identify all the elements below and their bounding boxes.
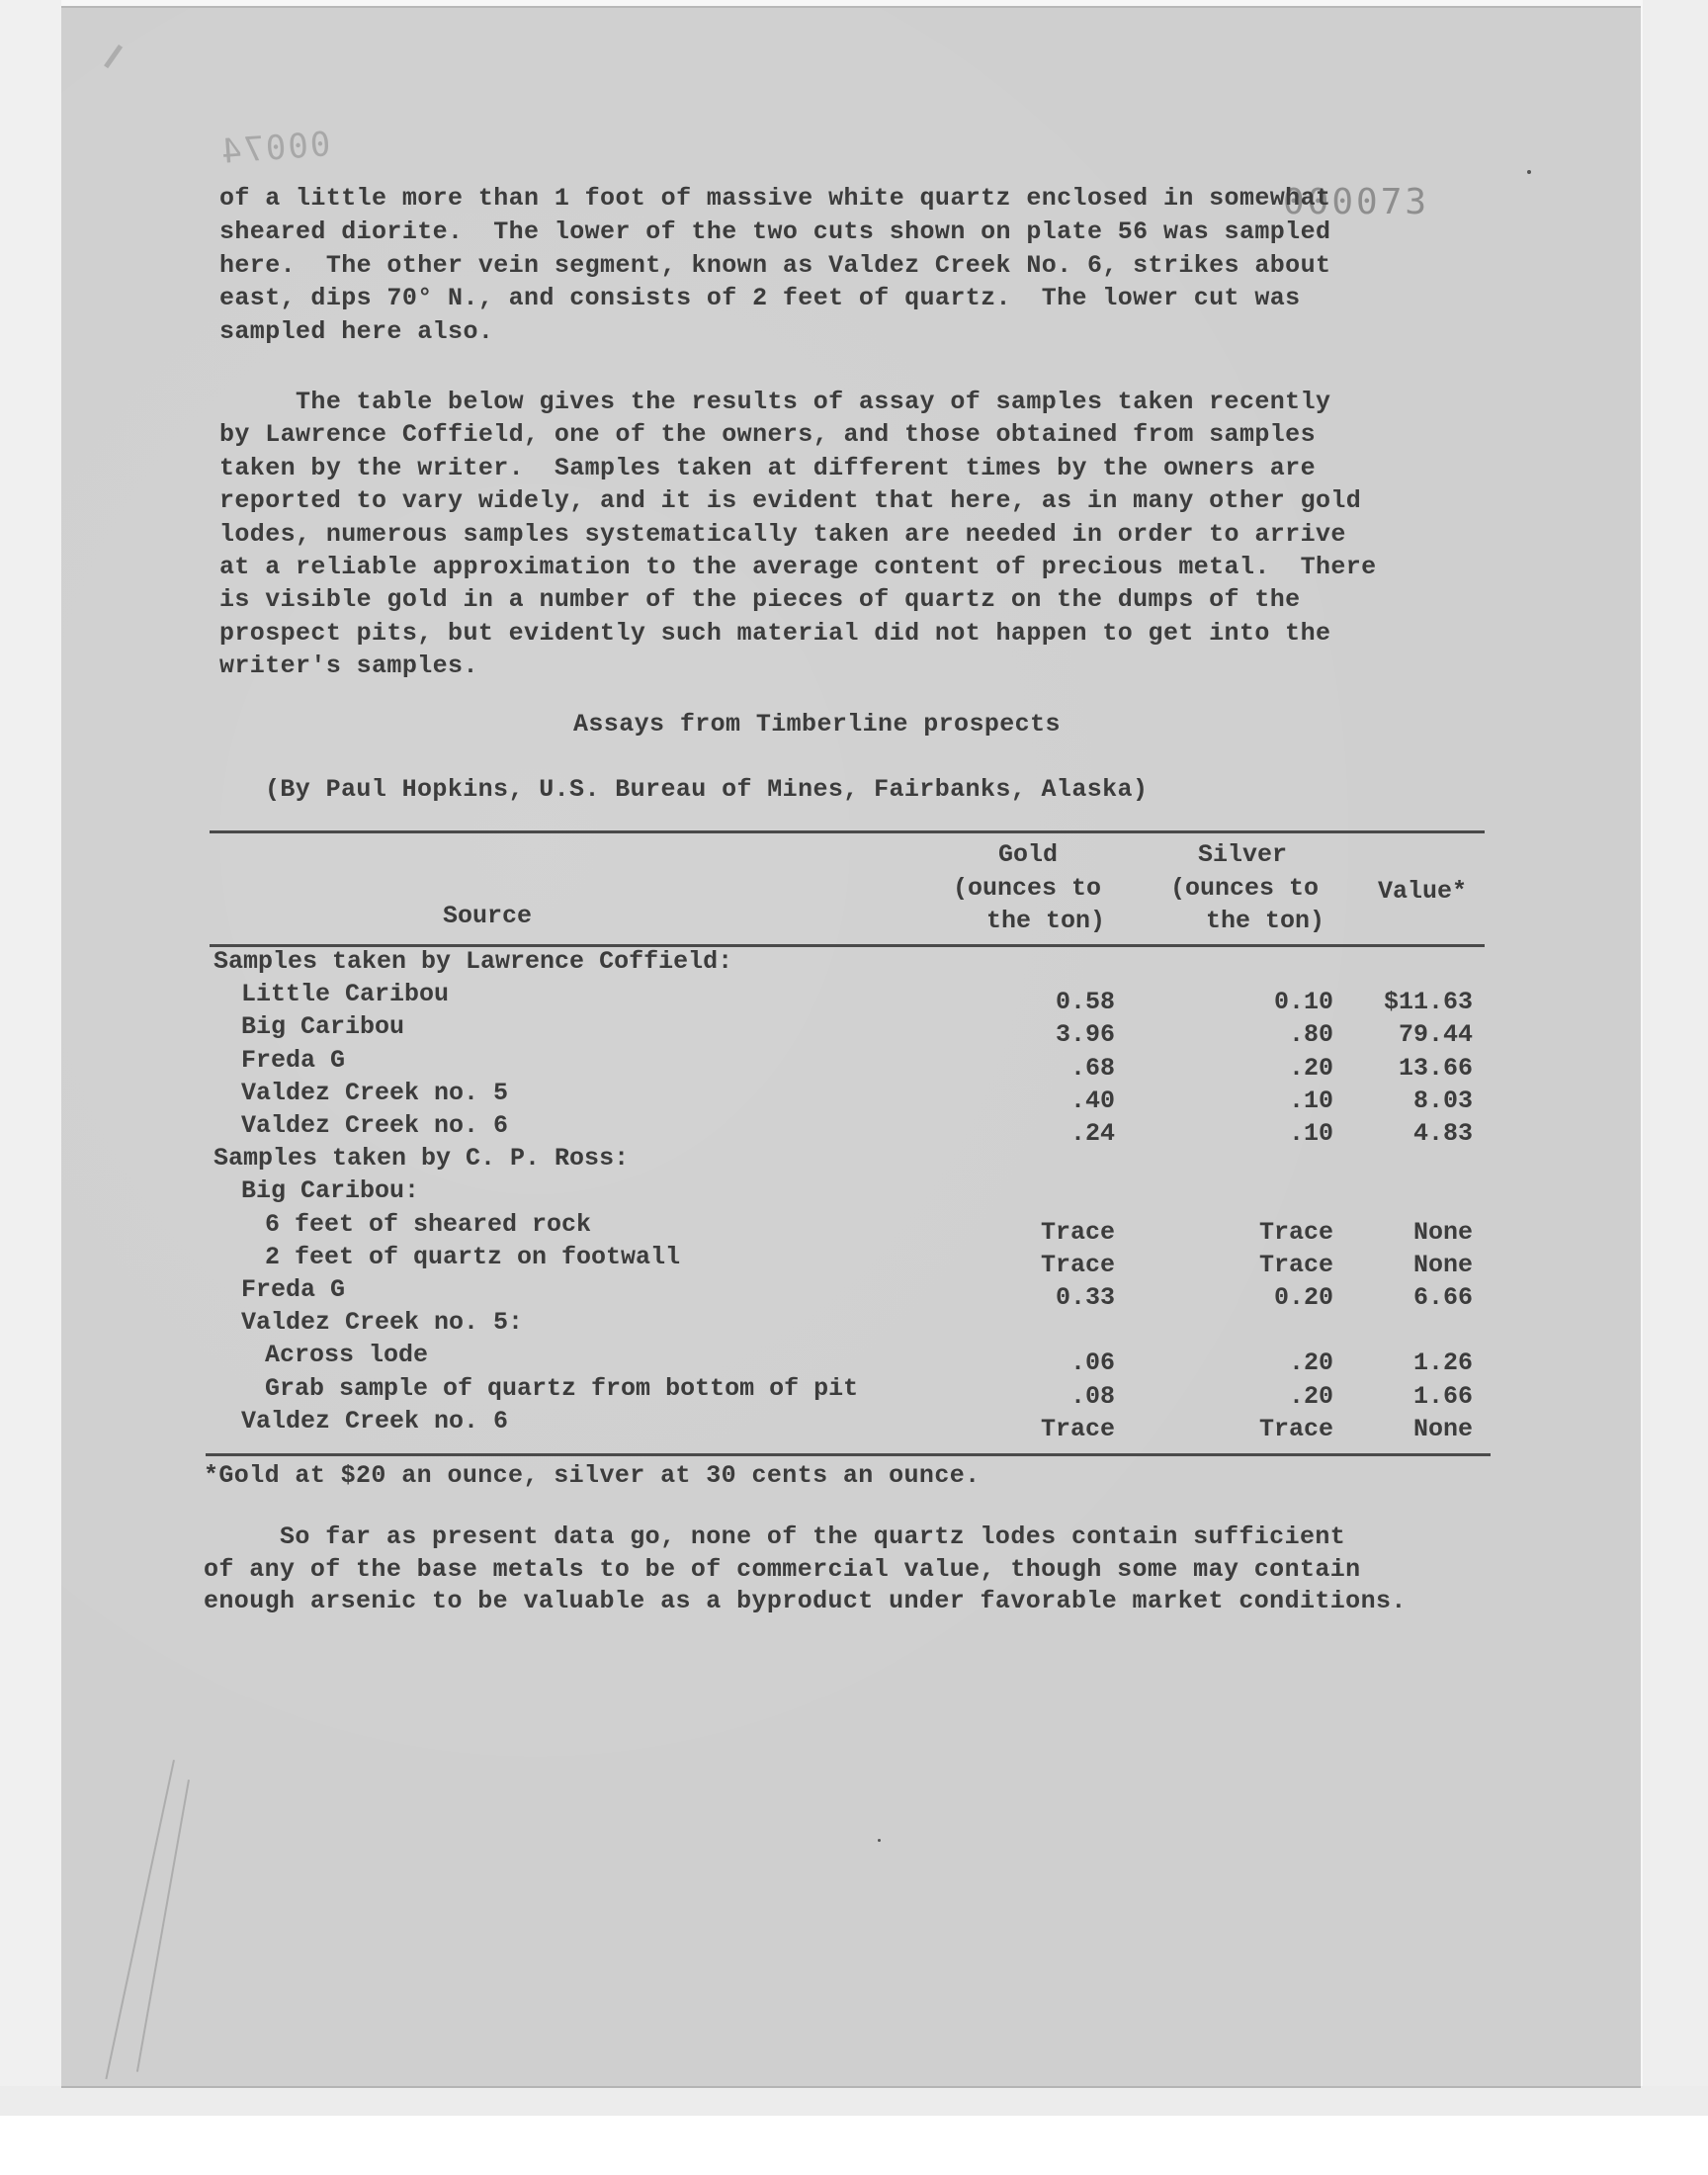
cell-source: 2 feet of quartz on footwall [265, 1242, 681, 1271]
header-source: Source [443, 902, 533, 930]
cell-value: $11.63 [1383, 988, 1473, 1017]
text-line: of a little more than 1 foot of massive white quartz enclosed in somewhat [219, 184, 1331, 213]
cell-silver: .10 [1288, 1086, 1333, 1115]
header-gold-line3: the ton) [986, 907, 1106, 935]
cell-source: Grab sample of quartz from bottom of pit [265, 1373, 859, 1403]
cell-value: 79.44 [1398, 1020, 1473, 1050]
speck [1527, 170, 1531, 174]
scan-background [0, 2116, 1708, 2175]
cell-silver: Trace [1258, 1217, 1333, 1247]
header-silver-line3: the ton) [1206, 907, 1325, 935]
mirrored-stamp: 00074 [217, 125, 332, 172]
cell-value: None [1412, 1250, 1473, 1279]
scan-margin-bottom [0, 2086, 1708, 2116]
text-line: taken by the writer. Samples taken at different times by the owners are [219, 453, 1316, 482]
cell-source: Valdez Creek no. 6 [241, 1111, 509, 1140]
cell-silver: .10 [1288, 1119, 1333, 1148]
header-silver-line2: (ounces to [1170, 874, 1320, 903]
header-gold-line2: (ounces to [953, 874, 1102, 903]
cell-gold: 0.58 [1055, 988, 1115, 1017]
text-line: of any of the base metals to be of commercial value, though some may contain [204, 1554, 1361, 1584]
cell-value: None [1412, 1217, 1473, 1247]
text-line: east, dips 70° N., and consists of 2 feet of quartz. The lower cut was [219, 284, 1301, 313]
table-top-rule [210, 830, 1485, 833]
speck [878, 1839, 881, 1842]
cell-value: None [1412, 1414, 1473, 1443]
cell-silver: .80 [1288, 1020, 1333, 1050]
text-line: at a reliable approximation to the average content of precious metal. There [219, 553, 1377, 581]
table-footnote: *Gold at $20 an ounce, silver at 30 cents an ounce. [204, 1461, 981, 1490]
cell-source: Samples taken by Lawrence Coffield: [214, 947, 733, 976]
table-title: Assays from Timberline prospects [573, 710, 1061, 739]
cell-source: Valdez Creek no. 5: [241, 1308, 524, 1338]
cell-silver: .20 [1288, 1053, 1333, 1083]
cell-value: 4.83 [1412, 1119, 1473, 1148]
text-line: sampled here also. [219, 317, 494, 347]
cell-gold: Trace [1040, 1250, 1115, 1279]
cell-gold: Trace [1040, 1217, 1115, 1247]
cell-source: Little Caribou [241, 980, 450, 1009]
cell-value: 8.03 [1412, 1086, 1473, 1115]
cell-silver: Trace [1258, 1250, 1333, 1279]
cell-source: Freda G [241, 1045, 346, 1075]
text-line: prospect pits, but evidently such material did not happen to get into the [219, 618, 1331, 648]
cell-source: Valdez Creek no. 5 [241, 1078, 509, 1107]
cell-silver: Trace [1258, 1414, 1333, 1443]
text-line: writer's samples. [219, 652, 478, 681]
cell-gold: .06 [1069, 1348, 1115, 1378]
cell-value: 13.66 [1398, 1053, 1473, 1083]
text-line: sheared diorite. The lower of the two cuts shown on plate 56 was sampled [219, 217, 1331, 246]
table-subtitle: (By Paul Hopkins, U.S. Bureau of Mines, Fairbanks, Alaska) [265, 775, 1149, 804]
header-value: Value* [1378, 877, 1468, 906]
scan-margin-left [0, 0, 61, 2116]
cell-gold: .68 [1069, 1053, 1115, 1083]
cell-source: Freda G [241, 1275, 346, 1304]
cell-value: 1.26 [1412, 1348, 1473, 1378]
cell-gold: .08 [1069, 1381, 1115, 1411]
cell-source: 6 feet of sheared rock [265, 1209, 592, 1239]
cell-silver: 0.10 [1273, 988, 1333, 1017]
text-line: enough arsenic to be valuable as a byproduct under favorable market conditions. [204, 1587, 1407, 1615]
cell-gold: .24 [1069, 1119, 1115, 1148]
cell-silver: 0.20 [1273, 1283, 1333, 1312]
text-line: by Lawrence Coffield, one of the owners, and those obtained from samples [219, 420, 1316, 450]
text-line: lodes, numerous samples systematically taken are needed in order to arrive [219, 519, 1346, 549]
cell-gold: .40 [1069, 1086, 1115, 1115]
text-line: The table below gives the results of assay of samples taken recently [219, 388, 1331, 416]
cell-source: Big Caribou: [241, 1176, 420, 1206]
cell-source: Big Caribou [241, 1012, 405, 1042]
cell-source: Samples taken by C. P. Ross: [214, 1144, 630, 1174]
cell-source: Across lode [265, 1341, 429, 1370]
header-silver-line1: Silver [1198, 840, 1288, 869]
cell-gold: Trace [1040, 1414, 1115, 1443]
page-stamp-number: 000073 [1283, 182, 1430, 222]
cell-value: 1.66 [1412, 1381, 1473, 1411]
header-gold-line1: Gold [998, 840, 1059, 869]
scan-margin-right [1643, 0, 1708, 2116]
table-bottom-rule [206, 1453, 1491, 1456]
text-line: So far as present data go, none of the quartz lodes contain sufficient [204, 1522, 1346, 1551]
cell-gold: 3.96 [1055, 1020, 1115, 1050]
text-line: here. The other vein segment, known as Valdez Creek No. 6, strikes about [219, 250, 1331, 280]
cell-silver: .20 [1288, 1381, 1333, 1411]
text-line: is visible gold in a number of the pieces of quartz on the dumps of the [219, 585, 1301, 615]
cell-value: 6.66 [1412, 1283, 1473, 1312]
cell-source: Valdez Creek no. 6 [241, 1406, 509, 1436]
cell-gold: 0.33 [1055, 1283, 1115, 1312]
text-line: reported to vary widely, and it is evident that here, as in many other gold [219, 486, 1362, 516]
cell-silver: .20 [1288, 1348, 1333, 1378]
